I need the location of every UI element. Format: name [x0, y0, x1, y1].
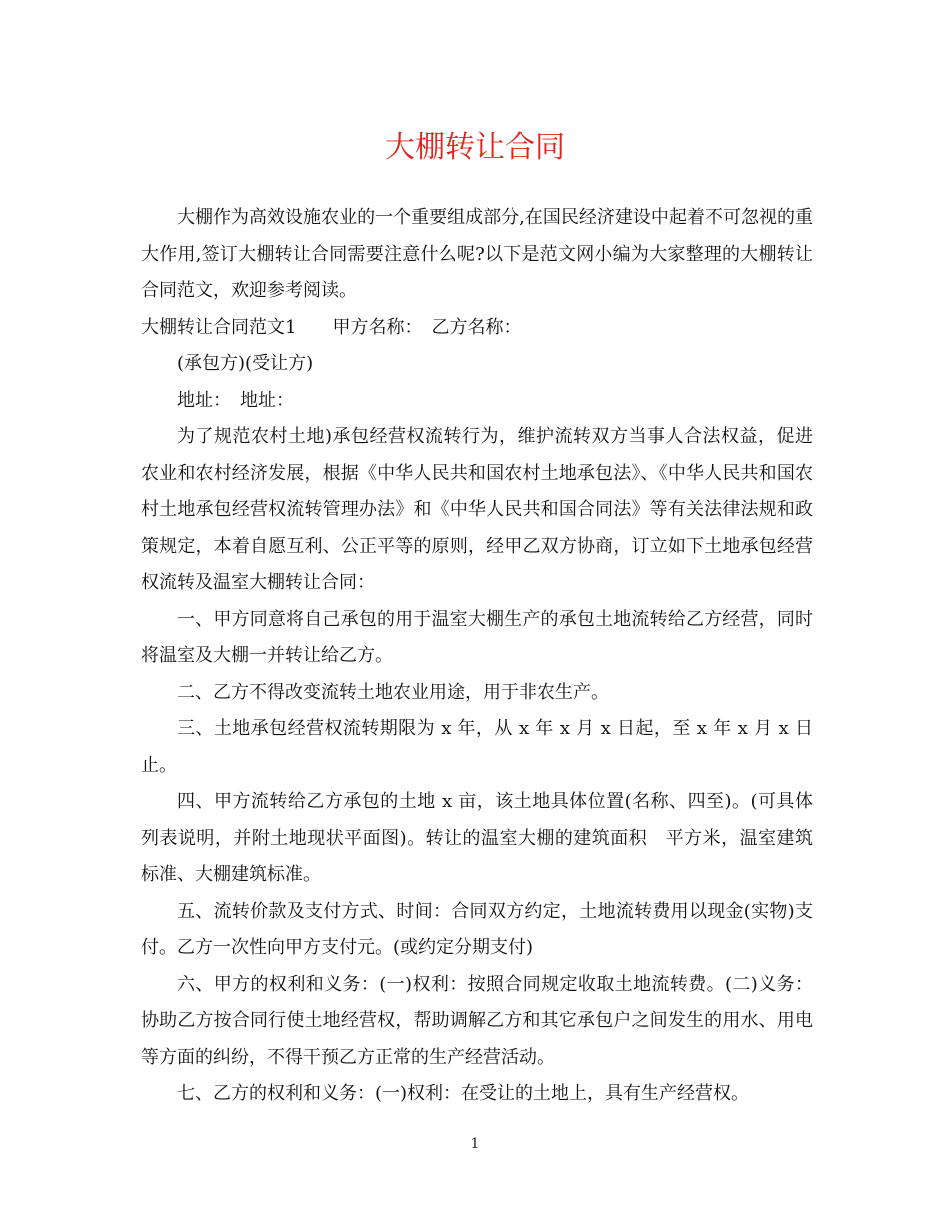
paragraph: 一、甲方同意将自己承包的用于温室大棚生产的承包土地流转给乙方经营，同时将温室及大棚一并转让给乙方。 — [141, 608, 813, 666]
document-body — [141, 200, 813, 1113]
paragraph: 地址： 地址： — [177, 389, 294, 411]
paragraph: 四、甲方流转给乙方承包的土地 x 亩，该土地具体位置(名称、四至)。(可具体列表说明，并附土地现状平面图)。转让的温室大棚的建筑面积 平方米，温室建筑标准、大棚建筑标准。 — [141, 791, 813, 885]
page-number: 1 — [470, 1136, 480, 1152]
paragraph: (承包方)(受让方) — [177, 353, 314, 374]
document-title: 大棚转让合同 — [385, 130, 565, 165]
paragraph: 为了规范农村土地)承包经营权流转行为，维护流转双方当事人合法权益，促进农业和农村经济发展，根据《中华人民共和国农村土地承包法》、《中华人民共和国农村土地承包经营权流转管理办法》和《中华人民共和国合同法》等有关法律法规和政策规定，本着自愿互利、公正平等的原则，经甲乙双方协商，订立如下土地承包经营权流转及温室大棚转让合同： — [141, 426, 813, 593]
paragraph: 三、土地承包经营权流转期限为 x 年，从 x 年 x 月 x 日起，至 x 年 x 月 x 日止。 — [141, 718, 813, 776]
paragraph: 二、乙方不得改变流转土地农业用途，用于非农生产。 — [177, 681, 609, 703]
paragraph: 大棚转让合同范文1 甲方名称： 乙方名称： — [141, 316, 522, 338]
paragraph: 五、流转价款及支付方式、时间：合同双方约定，土地流转费用以现金(实物)支付。乙方一次性向甲方支付元。(或约定分期支付) — [141, 900, 813, 958]
paragraph: 大棚作为高效设施农业的一个重要组成部分,在国民经济建设中起着不可忽视的重大作用,签订大棚转让合同需要注意什么呢?以下是范文网小编为大家整理的大棚转让合同范文，欢迎参考阅读。 — [141, 207, 813, 301]
paragraph: 七、乙方的权利和义务：(一)权利：在受让的土地上，具有生产经营权。 — [177, 1083, 750, 1104]
paragraph: 六、甲方的权利和义务：(一)权利：按照合同规定收取土地流转费。(二)义务：协助乙方按合同行使土地经营权，帮助调解乙方和其它承包户之间发生的用水、用电等方面的纠纷，不得干预乙方正常的生产经营活动。 — [141, 973, 813, 1068]
